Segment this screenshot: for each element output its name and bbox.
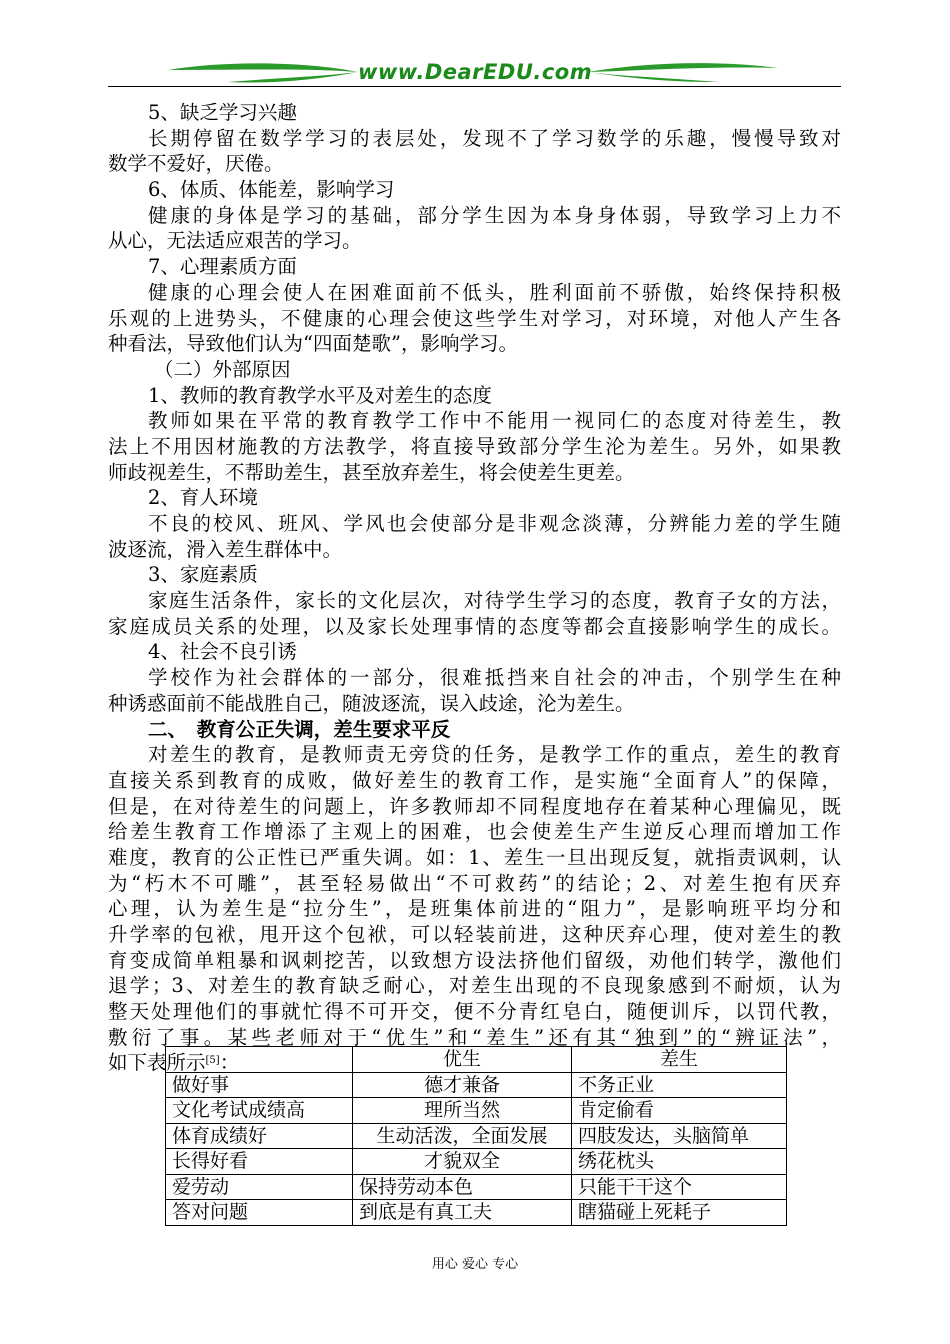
table-cell: 到底是有真工夫 [353, 1200, 572, 1226]
table-cell: 绣花枕头 [572, 1149, 787, 1175]
text-line: 数学不爱好，厌倦。 [108, 152, 284, 176]
text-line: 1、教师的教育教学水平及对差生的态度 [148, 383, 492, 407]
text-line: 不良的校风、班风、学风也会使部分是非观念淡薄，分辨能力差的学生随 [148, 512, 841, 535]
table-cell: 肯定偷看 [572, 1098, 787, 1124]
table-cell: 四肢发达，头脑简单 [572, 1123, 787, 1149]
text-line: 乐观的上进势头，不健康的心理会使这些学生对学习，对环境，对他人产生各 [108, 306, 841, 330]
table-cell: 生动活泼，全面发展 [353, 1123, 572, 1149]
header-rule [108, 86, 841, 87]
table-cell: 体育成绩好 [166, 1123, 353, 1149]
text-line: 教师如果在平常的教育教学工作中不能用一视同仁的态度对待差生，教 [148, 409, 841, 433]
text-line: 难度，教育的公正性已严重失调。如：1、差生一旦出现反复，就指责讽刺，认 [108, 845, 841, 869]
table-row [166, 1174, 787, 1200]
text-line: 师歧视差生，不帮助差生，甚至放弃差生，将会使差生更差。 [108, 460, 635, 484]
text-line: 家庭成员关系的处理，以及家长处理事情的态度等都会直接影响学生的成长。 [108, 614, 841, 638]
table-header-cell: 优生 [353, 1047, 572, 1073]
text-line: 整天处理他们的事就忙得不可开交，便不分青红皂白，随便训斥，以罚代教， [108, 1000, 841, 1024]
table-row [166, 1072, 787, 1098]
text-line: 退学；3、对差生的教育缺乏耐心，对差生出现的不良现象感到不耐烦，认为 [108, 974, 841, 998]
text-line: 但是，在对待差生的问题上，许多教师却不同程度地存在着某种心理偏见，既 [108, 794, 841, 818]
text-line: 波逐流，滑入差生群体中。 [108, 537, 343, 561]
table-header-cell [166, 1047, 353, 1073]
text-line: 为“朽木不可雕”，甚至轻易做出“不可救药”的结论；2、对差生抱有厌弃 [108, 871, 841, 895]
text-line: 从心，无法适应艰苦的学习。 [108, 229, 362, 253]
table-header-cell: 差生 [572, 1047, 787, 1073]
table-cell: 才貌双全 [353, 1149, 572, 1175]
table-cell: 做好事 [166, 1072, 353, 1098]
text-line: 育变成简单粗暴和讽刺挖苦，以致想方设法挤他们留级，劝他们转学，激他们 [108, 948, 841, 972]
table-cell: 不务正业 [572, 1072, 787, 1098]
text-line: 7、心理素质方面 [148, 255, 297, 279]
table-cell: 只能干干这个 [572, 1174, 787, 1200]
table-cell: 德才兼备 [353, 1072, 572, 1098]
text-fragment: ： [219, 1051, 240, 1075]
text-line: 二、 教育公正失调，差生要求平反 [148, 717, 451, 741]
table-row [166, 1149, 787, 1175]
text-line: （二）外部原因 [154, 357, 291, 381]
table-header-row [166, 1047, 787, 1073]
table-cell: 瞎猫碰上死耗子 [572, 1200, 787, 1226]
text-line: 种看法，导致他们认为“四面楚歌”，影响学习。 [108, 332, 518, 356]
table-cell: 理所当然 [353, 1098, 572, 1124]
table-cell: 爱劳动 [166, 1174, 353, 1200]
text-line: 健康的心理会使人在困难面前不低头，胜利面前不骄傲，始终保持积极 [148, 280, 841, 304]
comparison-table [165, 1046, 787, 1226]
table-cell: 保持劳动本色 [353, 1174, 572, 1200]
text-line: 对差生的教育，是教师责无旁贷的任务，是教学工作的重点，差生的教育 [148, 743, 841, 767]
text-line: 心理，认为差生是“拉分生”，是班集体前进的“阻力”，是影响班平均分和 [108, 897, 841, 921]
text-line: 长期停留在数学学习的表层处，发现不了学习数学的乐趣，慢慢导致对 [148, 126, 841, 150]
table-row [166, 1098, 787, 1124]
citation-ref[interactable]: [5] [205, 1055, 220, 1067]
document-body [108, 100, 841, 1076]
page-footer: 用心 爱心 专心 [431, 1257, 519, 1272]
text-fragment: 如下表所示 [108, 1051, 206, 1075]
text-line: 法上不用因材施教的方法教学，将直接导致部分学生沦为差生。另外，如果教 [108, 434, 841, 458]
text-line: 种诱惑面前不能战胜自己，随波逐流，误入歧途，沦为差生。 [108, 691, 635, 715]
text-line: 升学率的包袱，甩开这个包袱，可以轻装前进，这种厌弃心理，使对差生的教 [108, 923, 841, 946]
text-line: 学校作为社会群体的一部分，很难抵挡来自社会的冲击，个别学生在种 [148, 666, 841, 690]
text-line: 4、社会不良引诱 [148, 640, 297, 664]
site-logo-text[interactable]: www.DearEDU.com [358, 60, 593, 84]
text-line: 3、家庭素质 [148, 563, 258, 587]
table-row [166, 1200, 787, 1226]
text-line: 6、体质、体能差，影响学习 [148, 178, 395, 202]
text-line: 敷衍了事。某些老师对于“优生”和“差生”还有其“独到”的“辨证法”， [108, 1025, 841, 1049]
text-line: 2、育人环境 [148, 486, 258, 510]
table-cell: 文化考试成绩高 [166, 1098, 353, 1124]
text-line: 5、缺乏学习兴趣 [148, 101, 297, 124]
text-line: 直接关系到教育的成败，做好差生的教育工作，是实施“全面育人”的保障， [108, 768, 841, 792]
text-line: 健康的身体是学习的基础，部分学生因为本身身体弱，导致学习上力不 [148, 203, 841, 227]
text-line: 家庭生活条件，家长的文化层次，对待学生学习的态度，教育子女的方法， [148, 589, 841, 613]
text-line: 给差生教育工作增添了主观上的困难，也会使差生产生逆反心理而增加工作 [108, 820, 841, 844]
table-row [166, 1123, 787, 1149]
table-cell: 长得好看 [166, 1149, 353, 1175]
table-cell: 答对问题 [166, 1200, 353, 1226]
